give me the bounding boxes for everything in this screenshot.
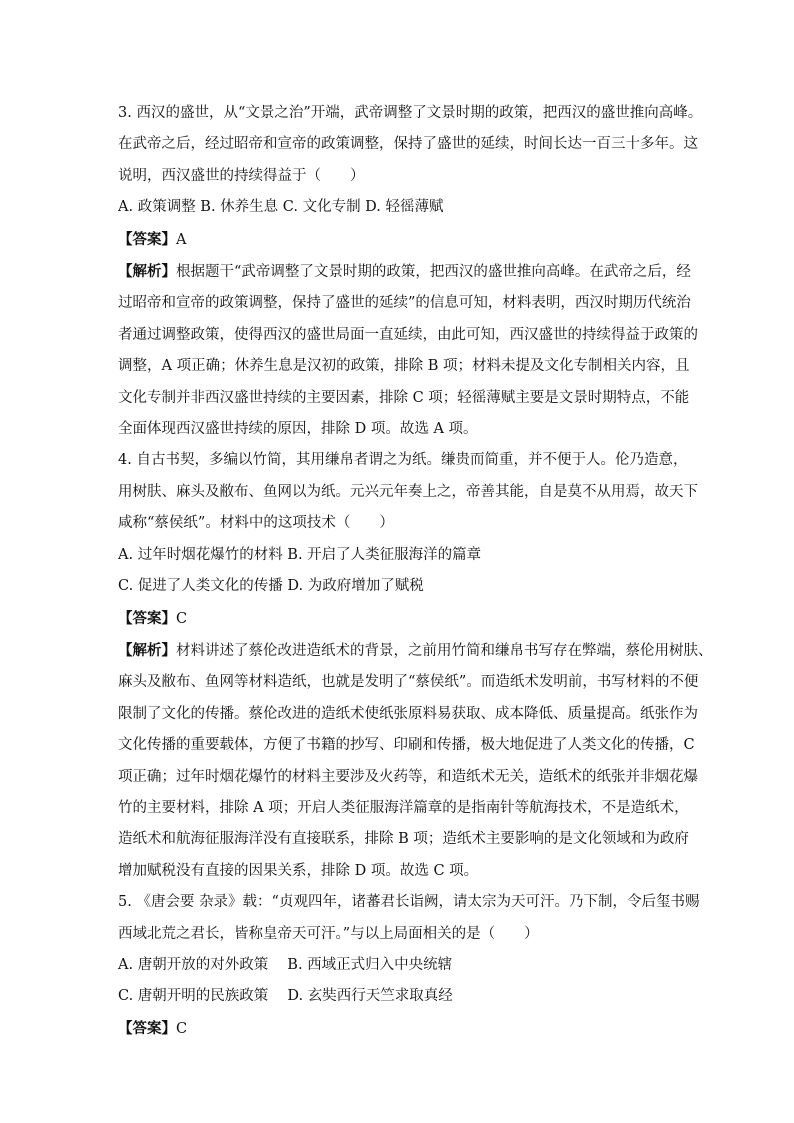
analysis-tag: 【解析】 [118,263,176,281]
question-4-analysis-line-8: 增加赋税没有直接的因果关系，排除 D 项。故选 C 项。 [118,862,479,879]
answer-tag: 【答案】 [118,230,176,248]
question-4-analysis-line-4: 文化传播的重要载体，方便了书籍的抄写、印刷和传播，极大地促进了人类文化的传播，C [118,737,695,754]
question-3-stem-line-2: 在武帝之后，经过昭帝和宣帝的政策调整，保持了盛世的延续，时间长达一百三十多年。这 [118,136,698,153]
question-3-stem-line-3: 说明，西汉盛世的持续得益于（ ） [118,167,365,184]
question-3 [118,98,703,445]
question-4 [118,445,713,887]
question-5-options-cd: C. 唐朝开明的民族政策 D. 玄奘西行天竺求取真经 [118,988,453,1005]
question-5 [118,887,700,1045]
question-3-analysis-line-3: 者通过调整政策，使得西汉的盛世局面一直延续，由此可知，西汉盛世的持续得益于政策的 [118,326,698,343]
question-4-analysis-line-3: 限制了文化的传播。蔡伦改进的造纸术使纸张原料易获取、成本降低、质量提高。纸张作为 [118,705,698,722]
answer-value: C [176,610,188,627]
question-3-analysis-line-2: 过昭帝和宣帝的政策调整，保持了盛世的延续”的信息可知，材料表明，西汉时期历代统治 [118,295,691,312]
question-3-answer [118,224,678,256]
question-4-analysis-line-6: 竹的主要材料，排除 A 项；开启人类征服海洋篇章的是指南针等航海技术，不是造纸术， [118,799,689,816]
question-5-options-ab: A. 唐朝开放的对外政策 B. 西域正式归入中央统辖 [118,956,453,973]
question-3-analysis-line-6: 全面体现西汉盛世持续的原因，排除 D 项。故选 A 项。 [118,421,478,438]
question-4-options-ab: A. 过年时烟花爆竹的材料 B. 开启了人类征服海洋的篇章 [118,546,482,563]
analysis-text: 根据题干“武帝调整了文景时期的政策，把西汉的盛世推向高峰。在武帝之后，经 [176,264,691,281]
question-3-analysis-line-5: 文化专制并非西汉盛世持续的主要因素，排除 C 项；轻徭薄赋主要是文景时期特点，不能 [118,389,690,406]
answer-value: C [176,1020,188,1037]
question-3-stem-line-1: 3. 西汉的盛世，从“文景之治”开端，武帝调整了文景时期的政策，把西汉的盛世推向高峰。 [118,105,703,121]
answer-tag: 【答案】 [118,609,176,627]
question-4-analysis-line-5: 项正确；过年时烟花爆竹的材料主要涉及火药等，和造纸术无关，造纸术的纸张并非烟花爆 [118,768,698,785]
question-3-options: A. 政策调整 B. 休养生息 C. 文化专制 D. 轻徭薄赋 [118,199,444,216]
answer-tag: 【答案】 [118,1019,176,1037]
question-4-answer [118,603,678,635]
answer-value: A [176,231,187,248]
question-4-stem-line-1: 4. 自古书契，多编以竹简，其用缣帛者谓之为纸。缣贵而简重，并不便于人。伦乃造意， [118,452,688,469]
question-4-analysis-line-2: 麻头及敝布、鱼网等材料造纸，也就是发明了“蔡侯纸”。而造纸术发明前，书写材料的不便 [118,674,699,691]
question-4-stem-line-3: 咸称“蔡侯纸”。材料中的这项技术（ ） [118,515,394,532]
analysis-text: 材料讲述了蔡伦改进造纸术的背景，之前用竹简和缣帛书写存在弊端，蔡伦用树肤、 [176,642,713,659]
question-3-analysis-line-1 [118,256,691,288]
question-4-analysis-line-7: 造纸术和航海征服海洋没有直接联系，排除 B 项；造纸术主要影响的是文化领域和为政府 [118,831,689,848]
question-3-analysis-line-4: 调整，A 项正确；休养生息是汉初的政策，排除 B 项；材料未提及文化专制相关内容，且 [118,358,690,375]
question-4-stem-line-2: 用树肤、麻头及敝布、鱼网以为纸。元兴元年奏上之，帝善其能，自是莫不从用焉，故天下 [118,483,698,500]
analysis-tag: 【解析】 [118,641,176,659]
question-4-options-cd: C. 促进了人类文化的传播 D. 为政府增加了赋税 [118,578,424,595]
question-4-analysis-line-1 [118,635,713,667]
question-5-answer [118,1013,678,1045]
document-body [118,98,713,1045]
question-5-stem-line-2: 西域北荒之君长，皆称皇帝天可汗。”与以上局面相关的是（ ） [118,925,539,942]
question-5-stem-line-1: 5. 《唐会要 杂录》载：“贞观四年，诸蕃君长诣阙，请太宗为天可汗。乃下制，令后玺书赐 [118,894,700,911]
